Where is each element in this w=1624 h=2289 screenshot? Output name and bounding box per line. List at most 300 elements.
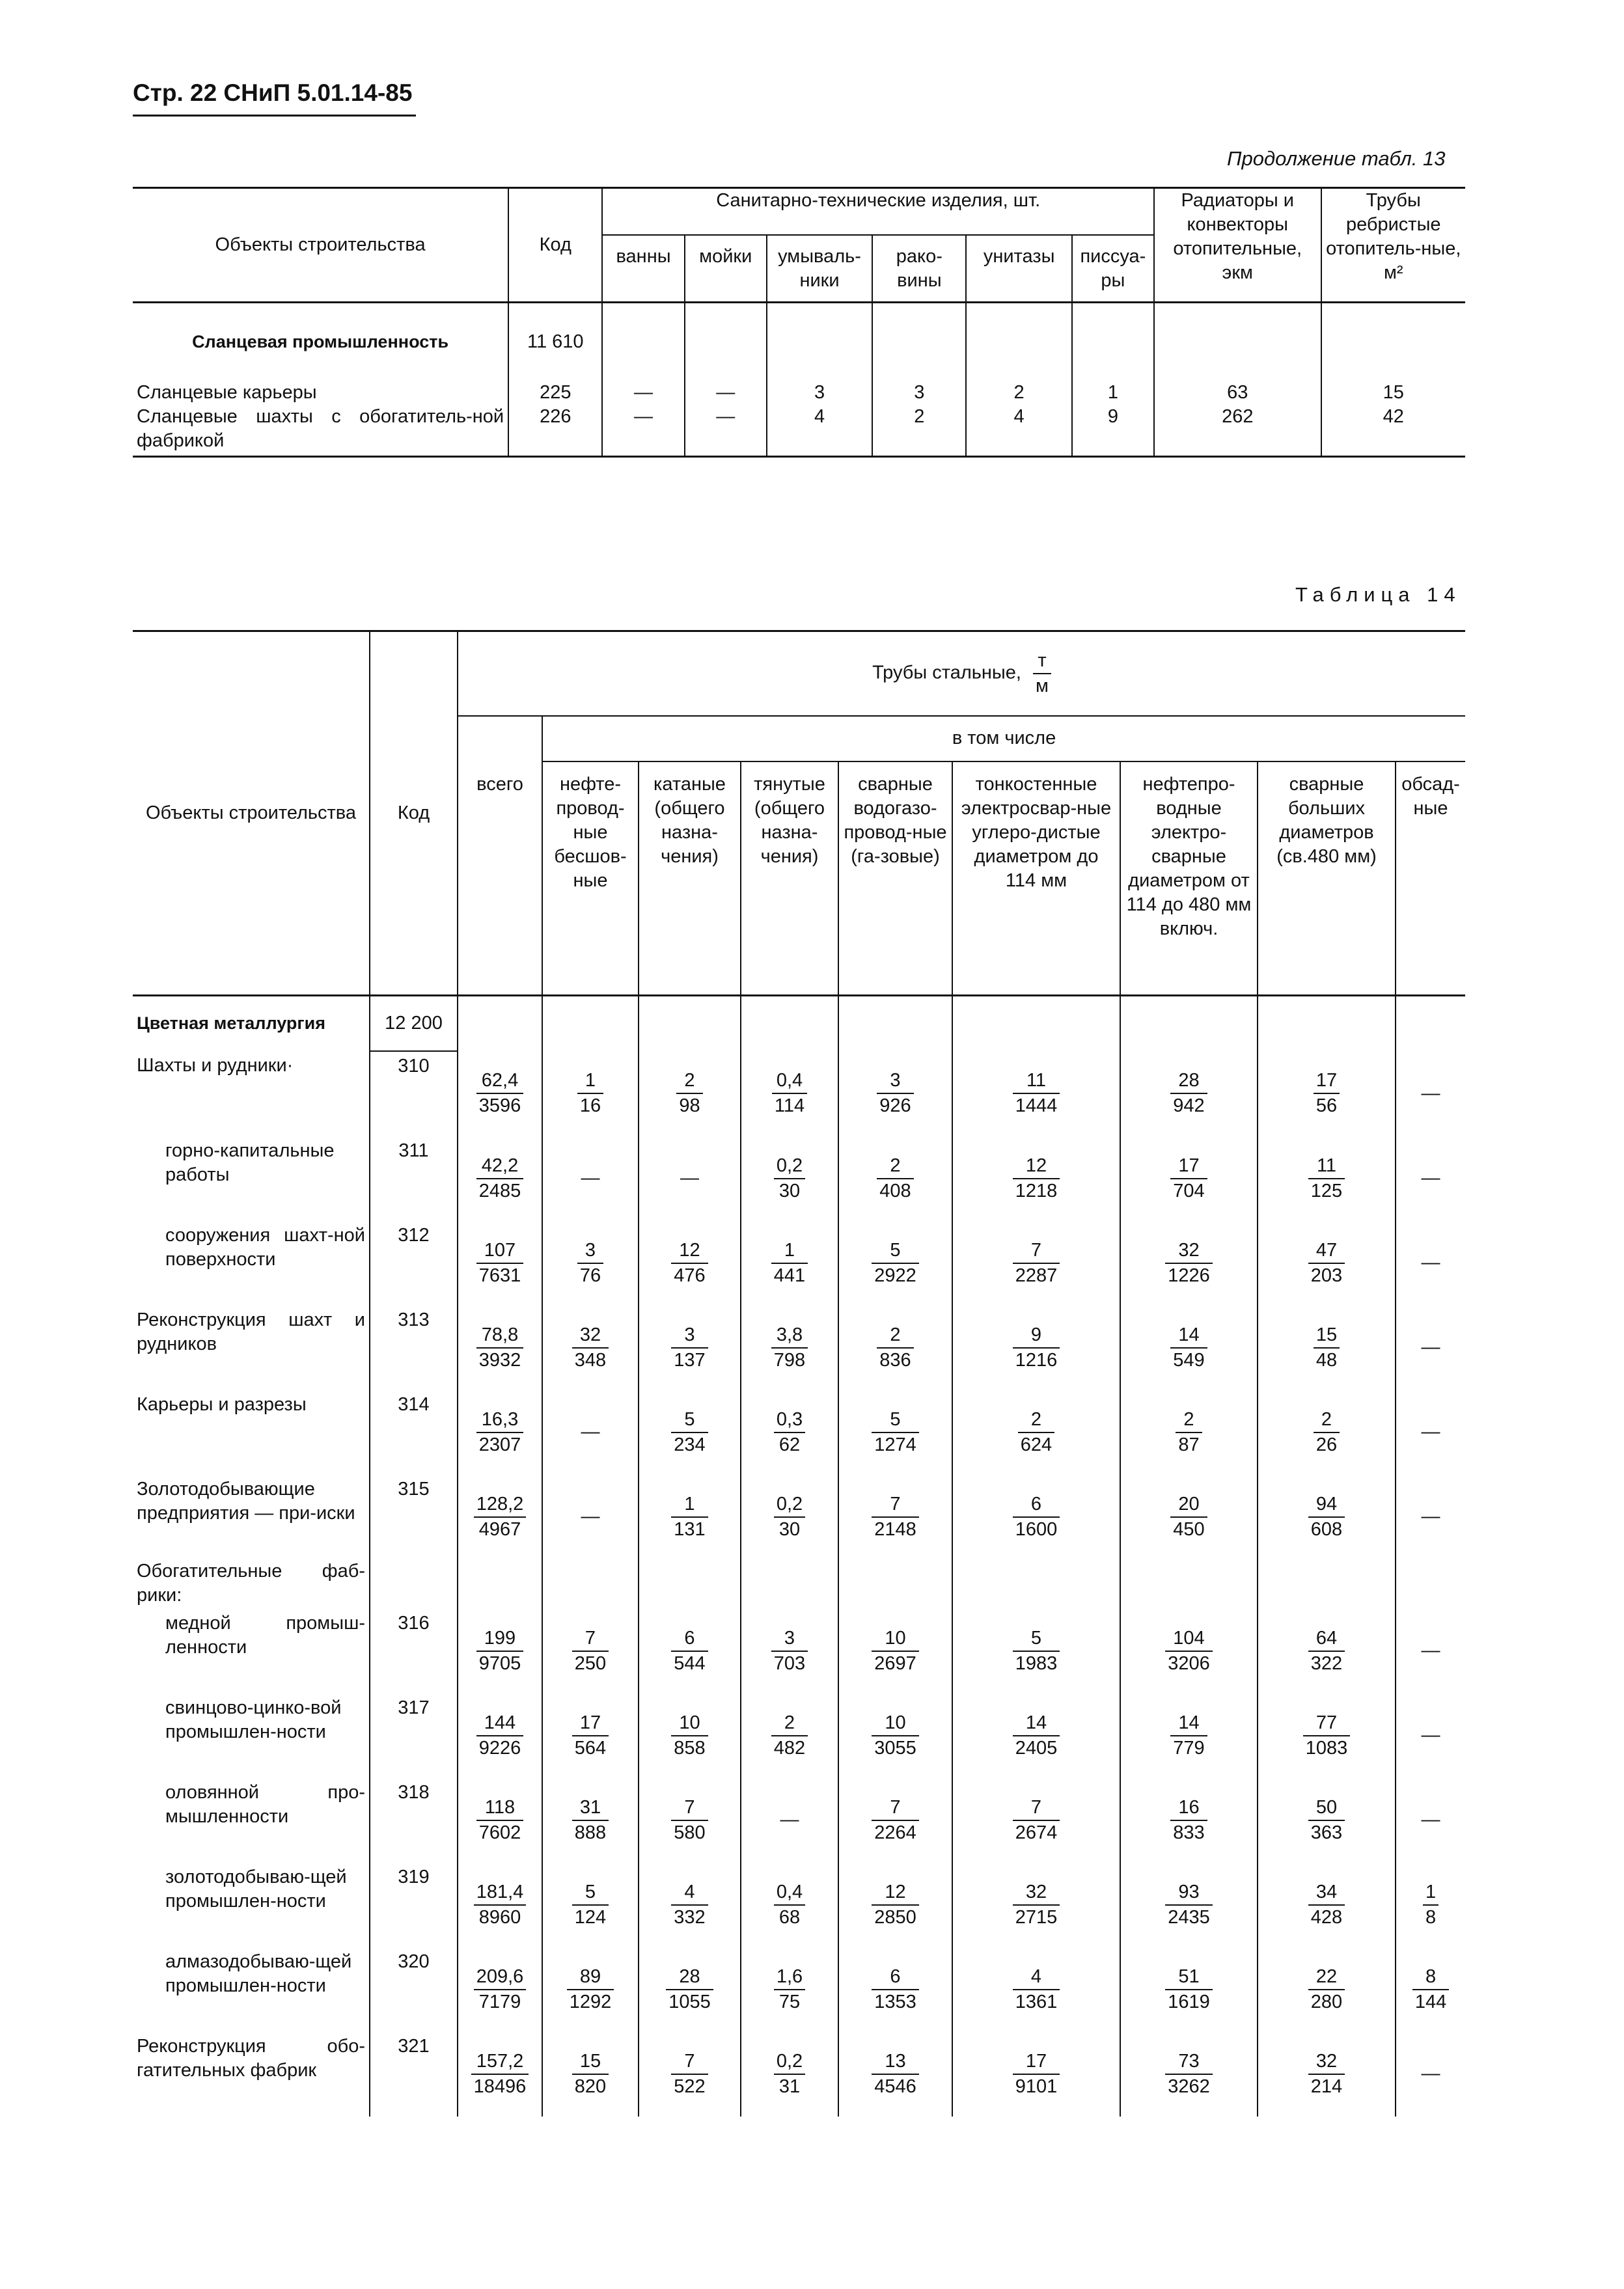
t14-cell [1396, 1693, 1465, 1778]
t14-fraction [476, 1408, 524, 1457]
t14-value-tons: 1,6 [774, 1965, 805, 1990]
t14-fraction [772, 1069, 807, 1118]
t14-fraction [1165, 1626, 1213, 1676]
t14-cell [952, 1221, 1120, 1306]
t14-value-tons: 14 [1013, 1711, 1060, 1736]
t14-cell [838, 1947, 952, 2032]
t14-value-tons: 50 [1308, 1796, 1345, 1821]
t14-dash: — [581, 1421, 600, 1442]
t14-value-tons: 5 [1013, 1626, 1060, 1652]
t14-row-name: золотодобываю-щей промышлен-ности [165, 1866, 347, 1912]
t14-fraction [1013, 1239, 1060, 1288]
t13-header-baths: ванны [602, 235, 684, 303]
t14-fraction [1314, 1069, 1340, 1118]
t14-cell [458, 2032, 542, 2117]
t14-value-tons: 10 [671, 1711, 708, 1736]
t14-cell [542, 1947, 639, 2032]
t14-value-meters: 522 [674, 2076, 706, 2097]
t14-row-code: 310 [370, 1051, 458, 1136]
t14-value-meters: 98 [679, 1095, 700, 1116]
t14-unit-den: м [1036, 675, 1049, 696]
t14-cell [542, 1778, 639, 1863]
t14-value-meters: 549 [1173, 1349, 1205, 1371]
t14-cell [741, 1947, 838, 2032]
t14-fraction [1303, 1711, 1351, 1761]
t14-header-casing: обсад-ные [1396, 761, 1465, 996]
t14-fraction [572, 1711, 609, 1761]
t14-cell [639, 2032, 741, 2117]
table-row [133, 1051, 1465, 1136]
t14-cell [741, 1863, 838, 1947]
t14-cell [952, 1390, 1120, 1475]
t14-row-name: Реконструкция шахт и рудников [137, 1309, 365, 1354]
t14-row-code: 312 [370, 1221, 458, 1306]
t14-fraction [476, 1239, 524, 1288]
t14-value-tons: 22 [1308, 1965, 1345, 1990]
t14-cell [1258, 1947, 1396, 2032]
t14-cell [542, 1051, 639, 1136]
t14-fraction [771, 1626, 808, 1676]
t14-row-code: 320 [370, 1947, 458, 2032]
table-row [133, 1609, 1465, 1693]
t14-value-tons: 16 [1170, 1796, 1207, 1821]
t14-fraction [572, 1880, 609, 1930]
t14-cell [458, 1306, 542, 1390]
t14-fraction [1308, 1626, 1345, 1676]
t14-value-meters: 250 [574, 1652, 607, 1674]
t14-cell [1120, 1947, 1258, 2032]
t14-value-tons: 4 [671, 1880, 708, 1906]
t14-cell [542, 1221, 639, 1306]
t14-cell [952, 1136, 1120, 1221]
t14-fraction [1165, 1880, 1213, 1930]
t14-fraction [1170, 1492, 1207, 1542]
t14-value-tons: 3 [877, 1069, 913, 1094]
t14-cell [458, 1609, 542, 1693]
table-13 [133, 187, 1465, 458]
t14-fraction [671, 1323, 708, 1373]
t13-header-code: Код [508, 188, 602, 303]
t14-value-meters: 144 [1414, 1991, 1447, 2012]
t14-cell [741, 1136, 838, 1221]
t14-value-meters: 8 [1425, 1906, 1437, 1928]
table-14 [133, 630, 1465, 2117]
t14-value-tons: 7 [572, 1626, 609, 1652]
t14-cell [741, 1221, 838, 1306]
table13-continuation-caption: Продолжение табл. 13 [1227, 147, 1446, 170]
t14-fraction [577, 1069, 603, 1118]
t14-unit-num: т [1033, 649, 1051, 674]
t14-fraction [476, 1626, 524, 1676]
t13-header-washbasins: умываль-ники [767, 235, 872, 303]
t14-dash: — [1421, 1809, 1440, 1830]
t14-value-tons: 199 [476, 1626, 524, 1652]
t14-cell [952, 1947, 1120, 2032]
t14-dash: — [1421, 1252, 1440, 1273]
t14-fraction [1013, 1965, 1060, 2014]
t14-fraction [474, 1965, 527, 2014]
t14-cell [1120, 1778, 1258, 1863]
t14-value-tons: 8 [1412, 1965, 1449, 1990]
t14-fraction [572, 1796, 609, 1845]
t14-value-tons: 1 [577, 1069, 603, 1094]
t14-cell [1396, 1863, 1465, 1947]
t14-cell [838, 1390, 952, 1475]
t14-cell [838, 1609, 952, 1693]
table-row [133, 405, 1465, 457]
t14-value-meters: 76 [579, 1265, 601, 1286]
t14-fraction [1308, 1154, 1345, 1203]
t14-section-name: Цветная металлургия [133, 996, 370, 1051]
t14-value-tons: 17 [1170, 1154, 1207, 1179]
t14-cell [1120, 2032, 1258, 2117]
t14-cell [542, 1475, 639, 1559]
t14-value-meters: 9705 [478, 1652, 521, 1674]
t14-row-name: свинцово-цинко-вой промышлен-ности [165, 1697, 342, 1742]
t14-cell [1258, 1863, 1396, 1947]
t14-fraction [676, 1069, 702, 1118]
t14-fraction [1013, 1626, 1060, 1676]
t14-row-name: Золотодобывающие предприятия — при-иски [137, 1478, 355, 1524]
t14-header-thin-wall: тонкостенные электросвар-ные углеро-дистые диаметром до 114 мм [952, 761, 1120, 996]
t14-fraction [774, 1492, 805, 1542]
t14-value-meters: 624 [1020, 1434, 1053, 1455]
t14-cell [458, 1475, 542, 1559]
t14-value-meters: 1218 [1015, 1180, 1058, 1201]
t14-value-tons: 12 [1013, 1154, 1060, 1179]
t14-header-large-diameter: сварные больших диаметров (св.480 мм) [1258, 761, 1396, 996]
t14-row-code: 316 [370, 1609, 458, 1693]
t13-header-sinks: мойки [685, 235, 767, 303]
t14-cell [542, 1693, 639, 1778]
t14-value-tons: 47 [1308, 1239, 1345, 1264]
t14-value-tons: 2 [1314, 1408, 1340, 1433]
t14-cell [838, 1475, 952, 1559]
t14-value-tons: 209,6 [474, 1965, 527, 1990]
t14-row-name: алмазодобываю-щей промышлен-ности [165, 1951, 352, 1996]
t14-value-tons: 15 [1314, 1323, 1340, 1349]
t14-dash: — [1421, 1337, 1440, 1358]
table-row [133, 1778, 1465, 1863]
t14-cell [458, 1390, 542, 1475]
t14-fraction [476, 1711, 524, 1761]
t14-value-meters: 564 [574, 1737, 607, 1759]
t14-value-meters: 836 [879, 1349, 911, 1371]
t14-value-meters: 544 [674, 1652, 706, 1674]
t14-value-meters: 332 [674, 1906, 706, 1928]
t14-value-tons: 64 [1308, 1626, 1345, 1652]
t14-value-meters: 858 [674, 1737, 706, 1759]
t13-section-code: 11 610 [508, 303, 602, 381]
header-rule [133, 115, 416, 117]
t14-value-tons: 94 [1308, 1492, 1345, 1518]
t14-fraction [1308, 1880, 1345, 1930]
t13-cell: 262 [1154, 405, 1321, 457]
t14-value-tons: 73 [1165, 2049, 1213, 2075]
t14-value-tons: 7 [671, 1796, 708, 1821]
t14-cell [639, 1609, 741, 1693]
t14-cell [1258, 1136, 1396, 1221]
t14-cell [458, 1136, 542, 1221]
t14-value-tons: 14 [1170, 1711, 1207, 1736]
t14-cell [1120, 1863, 1258, 1947]
t14-row-code: 317 [370, 1693, 458, 1778]
t14-cell [1258, 1306, 1396, 1390]
t14-fraction [671, 2049, 708, 2099]
t14-value-tons: 13 [872, 2049, 919, 2075]
t14-value-meters: 203 [1310, 1265, 1343, 1286]
t14-value-tons: 2 [1018, 1408, 1054, 1433]
table14-caption: Таблица 14 [1295, 583, 1461, 606]
t14-value-meters: 1274 [874, 1434, 916, 1455]
t14-row-name: Шахты и рудники· [137, 1054, 294, 1076]
table-row [133, 1221, 1465, 1306]
t14-value-tons: 118 [476, 1796, 524, 1821]
t14-cell [542, 1390, 639, 1475]
t14-header-code: Код [370, 631, 458, 996]
t14-fraction [671, 1796, 708, 1845]
t14-cell [1396, 1306, 1465, 1390]
t14-cell [639, 1390, 741, 1475]
t14-fraction [774, 2049, 805, 2099]
t14-value-tons: 128,2 [474, 1492, 527, 1518]
t13-body [133, 381, 1465, 457]
t14-row-code: 314 [370, 1390, 458, 1475]
t14-cell [1258, 1051, 1396, 1136]
t14-value-tons: 1 [671, 1492, 708, 1518]
t14-cell [838, 2032, 952, 2117]
t14-header-oil-seamless: нефте-провод-ные бесшов-ные [542, 761, 639, 996]
t14-value-tons: 104 [1165, 1626, 1213, 1652]
t13-cell: — [602, 405, 684, 457]
t14-value-meters: 1619 [1168, 1991, 1210, 2012]
t14-fraction [872, 1492, 919, 1542]
t14-value-tons: 2 [771, 1711, 808, 1736]
t14-cell [639, 1693, 741, 1778]
t14-header-total: всего [458, 716, 542, 996]
t14-value-tons: 89 [567, 1965, 614, 1990]
t14-dash: — [1421, 1168, 1440, 1188]
t14-cell [952, 2032, 1120, 2117]
t14-fraction [474, 1880, 527, 1930]
t14-dash: — [1421, 1421, 1440, 1442]
t14-fraction [671, 1711, 708, 1761]
t14-cell [542, 1136, 639, 1221]
t14-value-meters: 942 [1173, 1095, 1205, 1116]
t14-value-meters: 2287 [1015, 1265, 1058, 1286]
t13-cell: 2 [966, 381, 1071, 405]
t14-cell [1396, 1390, 1465, 1475]
t14-fraction [1176, 1408, 1202, 1457]
t14-value-meters: 234 [674, 1434, 706, 1455]
t14-value-meters: 798 [773, 1349, 806, 1371]
t14-fraction [1170, 1069, 1207, 1118]
t13-cell: 63 [1154, 381, 1321, 405]
t14-value-tons: 4 [1013, 1965, 1060, 1990]
t14-fraction [872, 1796, 919, 1845]
t14-fraction [774, 1880, 805, 1930]
t14-value-tons: 6 [1013, 1492, 1060, 1518]
t14-cell [1120, 1609, 1258, 1693]
t14-cell [1396, 1221, 1465, 1306]
t14-cell [838, 1221, 952, 1306]
t14-fraction [1018, 1408, 1054, 1457]
t13-cell: 2 [872, 405, 966, 457]
t14-fraction [671, 1239, 708, 1288]
t14-value-meters: 779 [1173, 1737, 1205, 1759]
t14-fraction [1314, 1408, 1340, 1457]
t14-value-tons: 11 [1013, 1069, 1060, 1094]
t14-fraction [471, 2049, 529, 2099]
t14-fraction [572, 1626, 609, 1676]
t14-cell [639, 1947, 741, 2032]
t14-cell [1396, 2032, 1465, 2117]
t14-value-tons: 0,4 [772, 1069, 807, 1094]
t13-row-code: 226 [508, 405, 602, 457]
t14-value-tons: 2 [877, 1323, 913, 1349]
t13-cell: 42 [1321, 405, 1465, 457]
t13-header-objects: Объекты строительства [133, 188, 508, 303]
t14-fraction [1170, 1323, 1207, 1373]
t14-cell [542, 1609, 639, 1693]
t14-value-meters: 125 [1310, 1180, 1343, 1201]
t14-value-tons: 16,3 [476, 1408, 524, 1433]
t14-value-meters: 48 [1315, 1349, 1338, 1371]
t14-cell [639, 1475, 741, 1559]
t13-header-sanitary: Санитарно-технические изделия, шт. [602, 188, 1154, 235]
t14-row-code: 318 [370, 1778, 458, 1863]
t14-fraction [774, 1408, 805, 1457]
t14-value-tons: 17 [1314, 1069, 1340, 1094]
t14-value-tons: 5 [572, 1880, 609, 1906]
t14-cell [952, 1609, 1120, 1693]
t14-cell [458, 1051, 542, 1136]
t14-fraction [1013, 2049, 1060, 2099]
t14-value-meters: 820 [574, 2076, 607, 2097]
t14-value-meters: 214 [1310, 2076, 1343, 2097]
t14-value-tons: 157,2 [471, 2049, 529, 2075]
t14-cell [458, 1693, 542, 1778]
t14-dash: — [581, 1506, 600, 1527]
t14-value-meters: 62 [778, 1434, 801, 1455]
t14-fraction [1308, 1796, 1345, 1845]
t14-fraction [671, 1626, 708, 1676]
t14-value-tons: 62,4 [476, 1069, 524, 1094]
t14-value-meters: 137 [674, 1349, 706, 1371]
t14-subheader: Обогатительные фаб-рики: [137, 1560, 365, 1606]
t14-cell [838, 1051, 952, 1136]
t14-value-tons: 77 [1303, 1711, 1351, 1736]
t14-fraction [877, 1323, 913, 1373]
t14-fraction [476, 1323, 524, 1373]
t14-value-tons: 2 [676, 1069, 702, 1094]
t14-fraction [1308, 2049, 1345, 2099]
t14-dash: — [1421, 1640, 1440, 1661]
t14-value-tons: 32 [572, 1323, 609, 1349]
t14-fraction [877, 1154, 913, 1203]
t14-value-meters: 2674 [1015, 1822, 1058, 1843]
t14-value-tons: 7 [872, 1796, 919, 1821]
t14-value-meters: 580 [674, 1822, 706, 1843]
t14-cell [1258, 1609, 1396, 1693]
table-row [133, 1863, 1465, 1947]
t14-value-tons: 17 [1013, 2049, 1060, 2075]
t14-value-meters: 3596 [478, 1095, 521, 1116]
table-row [133, 1947, 1465, 2032]
t14-fraction [572, 2049, 609, 2099]
t14-value-meters: 833 [1173, 1822, 1205, 1843]
t14-cell [1396, 1136, 1465, 1221]
t13-cell: — [602, 381, 684, 405]
t14-dash: — [1421, 2063, 1440, 2084]
t14-value-meters: 4546 [874, 2076, 916, 2097]
t14-row-name: оловянной про-мышленности [165, 1781, 365, 1827]
t14-cell [639, 1136, 741, 1221]
t14-fraction [771, 1239, 808, 1288]
t14-value-tons: 78,8 [476, 1323, 524, 1349]
t14-value-tons: 0,3 [774, 1408, 805, 1433]
t14-value-tons: 7 [1013, 1239, 1060, 1264]
t14-value-meters: 322 [1310, 1652, 1343, 1674]
t14-value-meters: 1216 [1015, 1349, 1058, 1371]
t14-row-code: 319 [370, 1863, 458, 1947]
t14-value-tons: 5 [872, 1239, 919, 1264]
t14-cell [458, 1863, 542, 1947]
t14-value-meters: 926 [879, 1095, 911, 1116]
t14-value-meters: 2485 [478, 1180, 521, 1201]
t14-fraction [577, 1239, 603, 1288]
table-row [133, 1306, 1465, 1390]
t14-cell [838, 1136, 952, 1221]
t14-value-meters: 348 [574, 1349, 607, 1371]
t14-value-meters: 2850 [874, 1906, 916, 1928]
t14-fraction [1013, 1323, 1060, 1373]
t14-cell [1120, 1693, 1258, 1778]
t14-row-name: горно-капитальные работы [165, 1140, 335, 1185]
t14-fraction [671, 1880, 708, 1930]
t14-header-group [458, 631, 1465, 716]
t14-value-meters: 7631 [478, 1265, 521, 1286]
t14-header-objects: Объекты строительства [133, 631, 370, 996]
t14-fraction [476, 1796, 524, 1845]
t14-value-meters: 30 [778, 1518, 801, 1540]
t14-value-meters: 9101 [1015, 2076, 1058, 2097]
t14-cell [838, 1693, 952, 1778]
t14-cell [741, 1778, 838, 1863]
t14-value-tons: 34 [1308, 1880, 1345, 1906]
t14-value-meters: 75 [778, 1991, 801, 2012]
t14-row-code: 321 [370, 2032, 458, 2117]
t14-value-tons: 3 [577, 1239, 603, 1264]
t13-cell: 3 [872, 381, 966, 405]
t14-value-tons: 1 [1423, 1880, 1438, 1906]
t14-value-tons: 17 [572, 1711, 609, 1736]
t14-fraction [872, 1408, 919, 1457]
t14-value-meters: 56 [1315, 1095, 1338, 1116]
t14-value-meters: 4967 [478, 1518, 521, 1540]
t14-header-water-gas: сварные водогазо-провод-ные (га-зовые) [838, 761, 952, 996]
t14-header-rolled: катаные (общего назна-чения) [639, 761, 741, 996]
t14-value-meters: 3206 [1168, 1652, 1210, 1674]
t14-cell [741, 1475, 838, 1559]
t14-value-meters: 2307 [478, 1434, 521, 1455]
t14-value-tons: 42,2 [476, 1154, 524, 1179]
t14-value-meters: 1361 [1015, 1991, 1058, 2012]
t14-cell [1258, 1475, 1396, 1559]
t14-cell [542, 1863, 639, 1947]
t14-value-tons: 2 [1176, 1408, 1202, 1433]
t14-value-tons: 5 [872, 1408, 919, 1433]
